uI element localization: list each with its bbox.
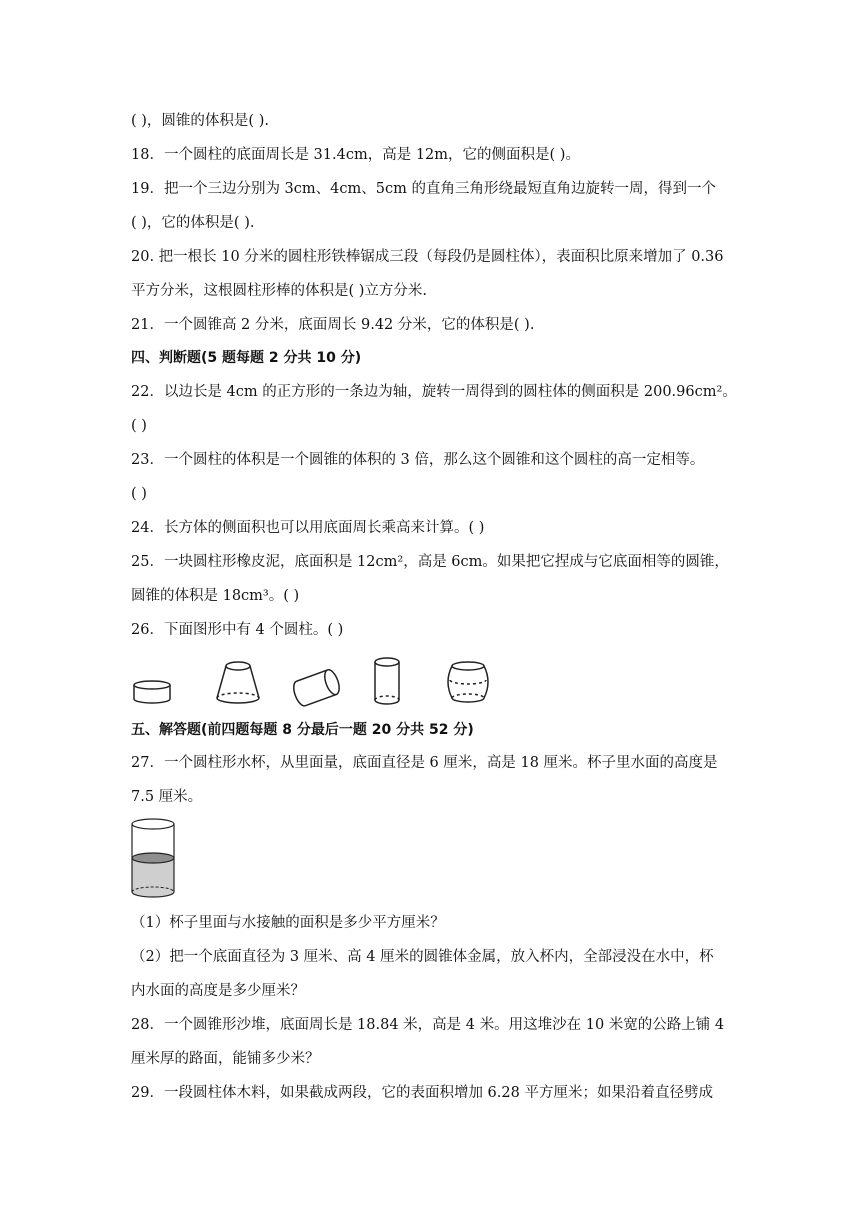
question-21: 21．一个圆锥高 2 分米，底面周长 9.42 分米，它的体积是( ).	[131, 317, 535, 333]
short-cylinder-shape	[134, 681, 170, 703]
question-25: 25．一块圆柱形橡皮泥，底面积是 12cm²，高是 6cm。如果把它捏成与它底面相等的圆锥，	[131, 554, 729, 570]
question-27-part-2-cont: 内水面的高度是多少厘米？	[131, 983, 305, 999]
question-22-answer: ( )	[131, 418, 147, 434]
question-26: 26．下面图形中有 4 个圆柱。( )	[131, 622, 344, 638]
question-19: 19．把一个三边分别为 3cm、4cm、5cm 的直角三角形绕最短直角边旋转一周，得到一个	[131, 181, 716, 197]
section-heading-answers: 五、解答题(前四题每题 8 分最后一题 20 分共 52 分)	[131, 722, 474, 738]
question-18: 18．一个圆柱的底面周长是 31.4cm，高是 12m，它的侧面积是( )。	[131, 147, 580, 163]
question-27: 27．一个圆柱形水杯，从里面量，底面直径是 6 厘米，高是 18 厘米。杯子里水面的高度是	[131, 755, 718, 771]
question-25-cont: 圆锥的体积是 18cm³。( )	[131, 588, 300, 604]
question-28-cont: 厘米厚的路面，能铺多少米？	[131, 1051, 320, 1067]
question-23-answer: ( )	[131, 486, 147, 502]
question-27-cont: 7.5 厘米。	[131, 789, 203, 805]
section-heading-judgement: 四、判断题(5 题每题 2 分共 10 分)	[131, 350, 362, 366]
question-27-part-1: （1）杯子里面与水接触的面积是多少平方厘米？	[131, 915, 445, 931]
question-27-part-2: （2）把一个底面直径为 3 厘米、高 4 厘米的圆锥体金属，放入杯内，全部浸没在水中，杯	[131, 949, 714, 965]
solids-figure	[128, 652, 508, 712]
frustum-shape	[217, 662, 259, 703]
question-20: 20. 把一根长 10 分米的圆柱形铁棒锯成三段（每段仍是圆柱体），表面积比原来增加了 0.36	[131, 249, 724, 265]
question-22: 22．以边长是 4cm 的正方形的一条边为轴，旋转一周得到的圆柱体的侧面积是 200.96cm²。	[131, 384, 737, 400]
tilted-cylinder-shape	[291, 668, 342, 708]
question-29: 29．一段圆柱体木料，如果截成两段，它的表面积增加 6.28 平方厘米；如果沿着直径劈成	[131, 1085, 713, 1101]
question-24: 24．长方体的侧面积也可以用底面周长乘高来计算。( )	[131, 520, 485, 536]
question-23: 23．一个圆柱的体积是一个圆锥的体积的 3 倍，那么这个圆锥和这个圆柱的高一定相等。	[131, 452, 705, 468]
question-28: 28．一个圆锥形沙堆，底面周长是 18.84 米，高是 4 米。用这堆沙在 10 米宽的公路上铺 4	[131, 1017, 725, 1033]
tall-cylinder-shape	[375, 658, 399, 704]
question-19-cont: ( )，它的体积是( ).	[131, 215, 255, 231]
barrel-shape	[448, 662, 488, 702]
question-20-cont: 平方分米，这根圆柱形棒的体积是( )立方分米.	[131, 283, 428, 299]
water-cup-figure	[128, 818, 178, 900]
line-0: ( )，圆锥的体积是( ).	[131, 113, 269, 129]
